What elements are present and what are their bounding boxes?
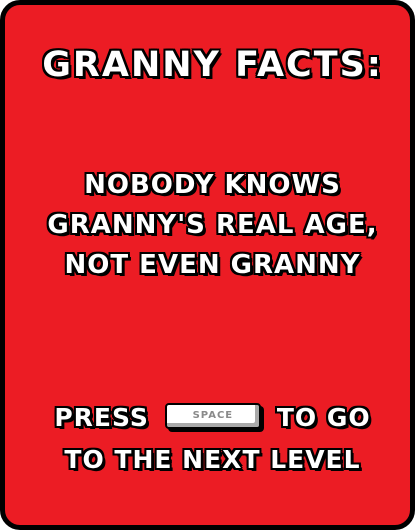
fact-line: NOT EVEN GRANNY bbox=[64, 250, 361, 280]
continue-prompt bbox=[5, 397, 415, 481]
prompt-line-2: TO THE NEXT LEVEL bbox=[64, 445, 361, 474]
space-key-button[interactable]: SPACE bbox=[165, 403, 261, 429]
prompt-to-go-text: TO GO bbox=[276, 403, 371, 432]
prompt-press-text: PRESS bbox=[54, 403, 149, 432]
fact-line: GRANNY'S REAL AGE, bbox=[47, 210, 378, 240]
fact-text bbox=[35, 165, 390, 285]
prompt-line-1 bbox=[5, 397, 415, 439]
card-title: GRANNY FACTS: bbox=[42, 45, 383, 85]
fact-line: NOBODY KNOWS bbox=[84, 170, 341, 200]
